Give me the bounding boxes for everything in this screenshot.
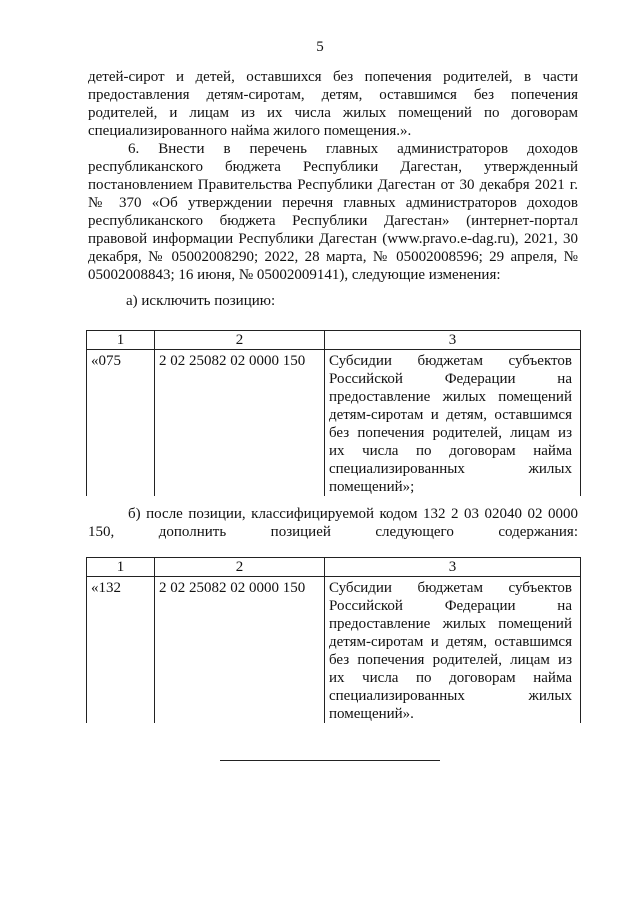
sub-item-a: а) исключить позицию: — [126, 293, 276, 309]
admin-code-cell: «075 — [87, 350, 155, 497]
table-header-cell: 3 — [325, 558, 581, 577]
table-header-cell: 3 — [325, 331, 581, 350]
sub-item-b: б) после позиции, классифицируемой кодом 132 2 03 02040 02 0000 150, дополнить позицией следующего содержания: — [88, 506, 578, 540]
continuation-paragraph: детей-сирот и детей, оставшихся без попечения родителей, в части предоставления детям-сиротам, детям, оставшимся без попечения родителей, и лицам из их числа жилых помещений по договорам специализированного найма жилого помещения.». — [88, 69, 578, 139]
table-excluded-position — [86, 330, 581, 496]
table-header-row — [87, 558, 581, 577]
table-header-cell: 2 — [155, 558, 325, 577]
table-header-cell: 1 — [87, 331, 155, 350]
admin-code-cell: «132 — [87, 577, 155, 724]
revenue-code-cell: 2 02 25082 02 0000 150 — [155, 350, 325, 497]
description-cell: Субсидии бюджетам субъектов Российской Федерации на предоставление жилых помещений детям-сиротам и детям, оставшимся без попечения родителей, лицам из их числа по договорам найма специализированных жилых помещений». — [325, 577, 581, 724]
item-6-paragraph: 6. Внести в перечень главных администраторов доходов республиканского бюджета Республики Дагестан, утвержденный постановлением Правительства Республики Дагестан от 30 декабря 2021 г. № 370 «Об утверждении перечня главных администраторов доходов республиканского бюджета Республики Дагестан» (интернет-портал правовой информации Республики Дагестан (www.pravo.e-dag.ru), 2021, 30 декабря, № 05002008290; 2022, 28 марта, № 05002008596; 29 апреля, № 05002008843; 16 июня, № 05002009141), следующие изменения: — [88, 141, 578, 283]
table-row — [87, 577, 581, 724]
end-separator-line — [220, 760, 440, 761]
revenue-code-cell: 2 02 25082 02 0000 150 — [155, 577, 325, 724]
table-row — [87, 350, 581, 497]
description-cell: Субсидии бюджетам субъектов Российской Федерации на предоставление жилых помещений детям-сиротам и детям, оставшимся без попечения родителей, лицам из их числа по договорам найма специализированных жилых помещений»; — [325, 350, 581, 497]
page-number: 5 — [316, 39, 324, 55]
table-header-cell: 1 — [87, 558, 155, 577]
table-header-row — [87, 331, 581, 350]
table-added-position — [86, 557, 581, 723]
table-header-cell: 2 — [155, 331, 325, 350]
